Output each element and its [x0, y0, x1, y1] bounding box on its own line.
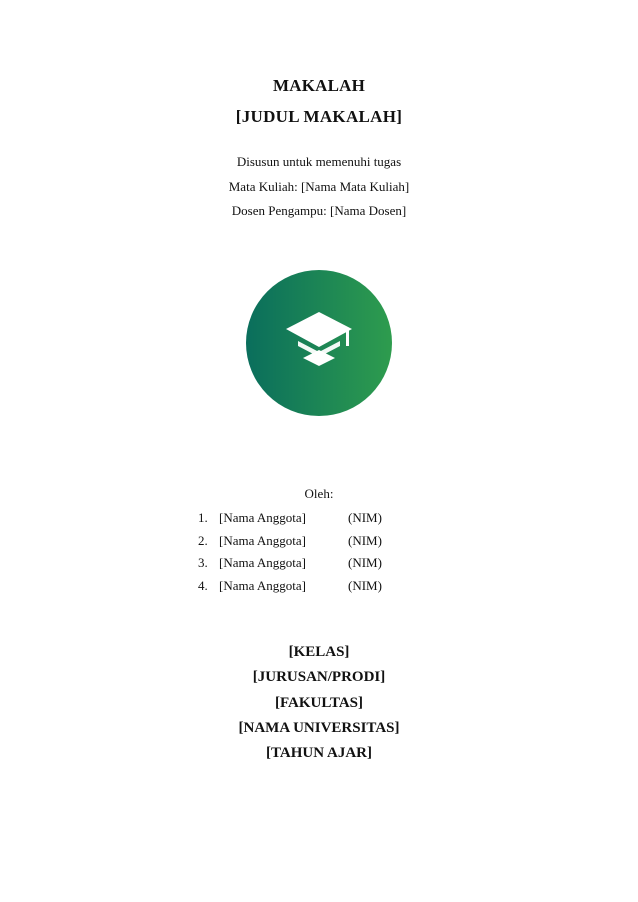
member-row [198, 578, 458, 601]
member-nim: (NIM) [348, 577, 382, 593]
member-row [198, 510, 458, 533]
member-row [198, 533, 458, 556]
department-line: [JURUSAN/PRODI] [252, 669, 386, 685]
info-line-course: Mata Kuliah: [Nama Mata Kuliah] [228, 179, 410, 194]
member-number: 2. [198, 532, 208, 548]
info-line-lecturer: Dosen Pengampu: [Nama Dosen] [231, 203, 407, 218]
member-name: [Nama Anggota] [219, 532, 307, 548]
member-nim: (NIM) [348, 510, 382, 525]
info-line-purpose: Disusun untuk memenuhi tugas [236, 154, 402, 169]
academic-year-line: [TAHUN AJAR] [266, 745, 372, 761]
university-logo [246, 270, 392, 416]
document-subtitle: [JUDUL MAKALAH] [235, 107, 403, 126]
university-line: [NAMA UNIVERSITAS] [238, 720, 400, 736]
member-name: [Nama Anggota] [219, 510, 307, 525]
member-name: [Nama Anggota] [219, 555, 307, 570]
member-number: 4. [198, 577, 208, 593]
document-title: MAKALAH [272, 76, 366, 95]
member-nim: (NIM) [348, 555, 382, 570]
faculty-line: [FAKULTAS] [274, 695, 364, 711]
oleh-label: Oleh: [304, 486, 334, 501]
member-name: [Nama Anggota] [219, 577, 307, 593]
member-number: 3. [198, 555, 208, 570]
member-list [198, 510, 458, 600]
class-line: [KELAS] [288, 644, 350, 660]
member-nim: (NIM) [348, 532, 382, 548]
member-number: 1. [198, 510, 208, 525]
member-row [198, 555, 458, 578]
graduation-cap-icon [246, 270, 392, 416]
